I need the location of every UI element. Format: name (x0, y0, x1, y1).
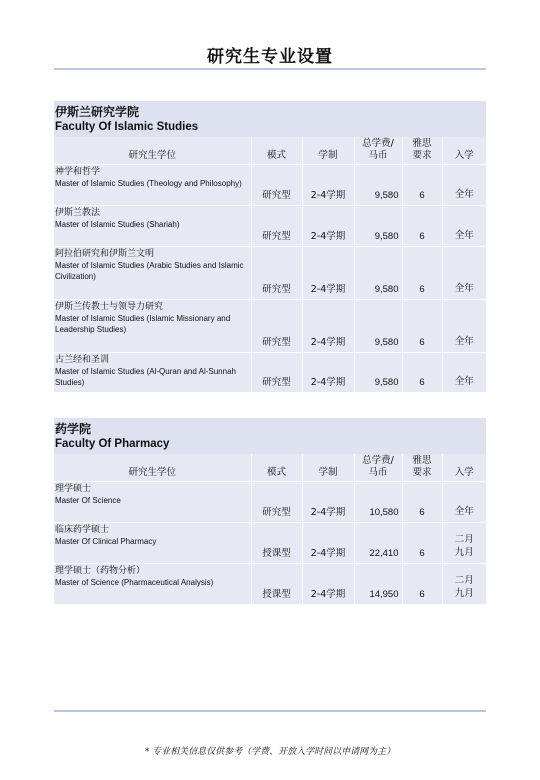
program-name-zh: 理学硕士 (55, 483, 92, 494)
program-duration: 2-4学期 (302, 522, 354, 563)
section-islamic-studies (54, 101, 486, 393)
program-intake: 全年 (442, 299, 486, 352)
program-ielts: 6 (402, 522, 442, 563)
col-duration: 学制 (302, 137, 354, 164)
program-intake: 二月 九月 (442, 522, 486, 563)
footnote: * 专业相关信息仅供参考（学费、开放入学时间以申请网为主） (144, 747, 396, 757)
program-name (54, 299, 251, 352)
program-fee: 9,580 (354, 246, 402, 299)
program-ielts: 6 (402, 481, 442, 522)
table-header-row (54, 137, 486, 164)
programs-table (54, 137, 486, 393)
program-name (54, 164, 251, 205)
section-title-en: Faculty Of Islamic Studies (55, 121, 199, 133)
table-row (54, 299, 486, 352)
table-row (54, 352, 486, 392)
program-name-en: Master Of Clinical Pharmacy (55, 536, 157, 546)
table-row (54, 205, 486, 246)
col-ielts: 雅思要求 (402, 454, 442, 481)
program-fee: 9,580 (354, 164, 402, 205)
program-mode: 研究型 (251, 164, 302, 205)
program-name-zh: 古兰经和圣训 (55, 354, 110, 365)
program-name-en: Master of Islamic Studies (Shariah) (55, 219, 180, 229)
program-mode: 研究型 (251, 246, 302, 299)
col-mode: 模式 (251, 454, 302, 481)
program-fee: 22,410 (354, 522, 402, 563)
program-ielts: 6 (402, 246, 442, 299)
section-header (54, 101, 486, 137)
program-duration: 2-4学期 (302, 352, 354, 392)
program-name (54, 205, 251, 246)
program-name-en: Master of Islamic Studies (Al-Quran and Al-Sunnah Studies) (55, 366, 236, 387)
program-name-en: Master of Islamic Studies (Islamic Missionary and Leadership Studies) (55, 313, 231, 334)
section-pharmacy (54, 418, 486, 605)
program-name (54, 522, 251, 563)
col-fee: 总学费/马币 (354, 454, 402, 481)
program-fee: 9,580 (354, 299, 402, 352)
program-ielts: 6 (402, 164, 442, 205)
program-fee: 10,580 (354, 481, 402, 522)
table-header-row (54, 454, 486, 481)
program-name (54, 246, 251, 299)
program-intake: 全年 (442, 352, 486, 392)
page-title: 研究生专业设置 (207, 47, 333, 67)
program-mode: 研究型 (251, 481, 302, 522)
program-name-zh: 神学和哲学 (55, 166, 101, 177)
col-mode: 模式 (251, 137, 302, 164)
col-intake: 入学 (442, 137, 486, 164)
program-duration: 2-4学期 (302, 246, 354, 299)
program-mode: 研究型 (251, 299, 302, 352)
program-name-zh: 伊斯兰教法 (55, 207, 101, 218)
col-ielts: 雅思要求 (402, 137, 442, 164)
section-header (54, 418, 486, 454)
table-row (54, 164, 486, 205)
top-divider (54, 68, 486, 70)
program-mode: 研究型 (251, 352, 302, 392)
bottom-divider (54, 710, 486, 712)
program-name-zh: 阿拉伯研究和伊斯兰文明 (55, 248, 155, 259)
program-fee: 14,950 (354, 563, 402, 604)
program-fee: 9,580 (354, 205, 402, 246)
section-title-zh: 药学院 (55, 422, 92, 436)
section-title-en: Faculty Of Pharmacy (55, 438, 170, 450)
table-row (54, 246, 486, 299)
program-ielts: 6 (402, 205, 442, 246)
program-name-zh: 理学硕士（药物分析） (55, 565, 146, 576)
program-intake: 全年 (442, 205, 486, 246)
program-name (54, 563, 251, 604)
program-name-zh: 伊斯兰传教士与领导力研究 (55, 301, 164, 312)
col-duration: 学制 (302, 454, 354, 481)
col-intake: 入学 (442, 454, 486, 481)
col-fee: 总学费/马币 (354, 137, 402, 164)
program-intake: 全年 (442, 246, 486, 299)
program-mode: 授课型 (251, 563, 302, 604)
program-intake: 全年 (442, 481, 486, 522)
col-degree: 研究生学位 (54, 137, 251, 164)
program-intake: 二月 九月 (442, 563, 486, 604)
program-ielts: 6 (402, 563, 442, 604)
section-title-zh: 伊斯兰研究学院 (55, 105, 140, 119)
programs-table (54, 454, 486, 605)
program-duration: 2-4学期 (302, 164, 354, 205)
program-name-zh: 临床药学硕士 (55, 524, 110, 535)
program-name-en: Master Of Science (55, 495, 121, 505)
program-duration: 2-4学期 (302, 481, 354, 522)
col-degree: 研究生学位 (54, 454, 251, 481)
program-name (54, 481, 251, 522)
program-intake: 全年 (442, 164, 486, 205)
program-duration: 2-4学期 (302, 205, 354, 246)
program-mode: 授课型 (251, 522, 302, 563)
table-row (54, 481, 486, 522)
program-name-en: Master of Science (Pharmaceutical Analysis) (55, 577, 214, 587)
program-name-en: Master of Islamic Studies (Arabic Studies and Islamic Civilization) (55, 260, 244, 281)
program-name (54, 352, 251, 392)
program-ielts: 6 (402, 352, 442, 392)
program-mode: 研究型 (251, 205, 302, 246)
table-row (54, 563, 486, 604)
program-ielts: 6 (402, 299, 442, 352)
program-duration: 2-4学期 (302, 563, 354, 604)
program-name-en: Master of Islamic Studies (Theology and Philosophy) (55, 178, 242, 188)
table-row (54, 522, 486, 563)
program-duration: 2-4学期 (302, 299, 354, 352)
program-fee: 9,580 (354, 352, 402, 392)
